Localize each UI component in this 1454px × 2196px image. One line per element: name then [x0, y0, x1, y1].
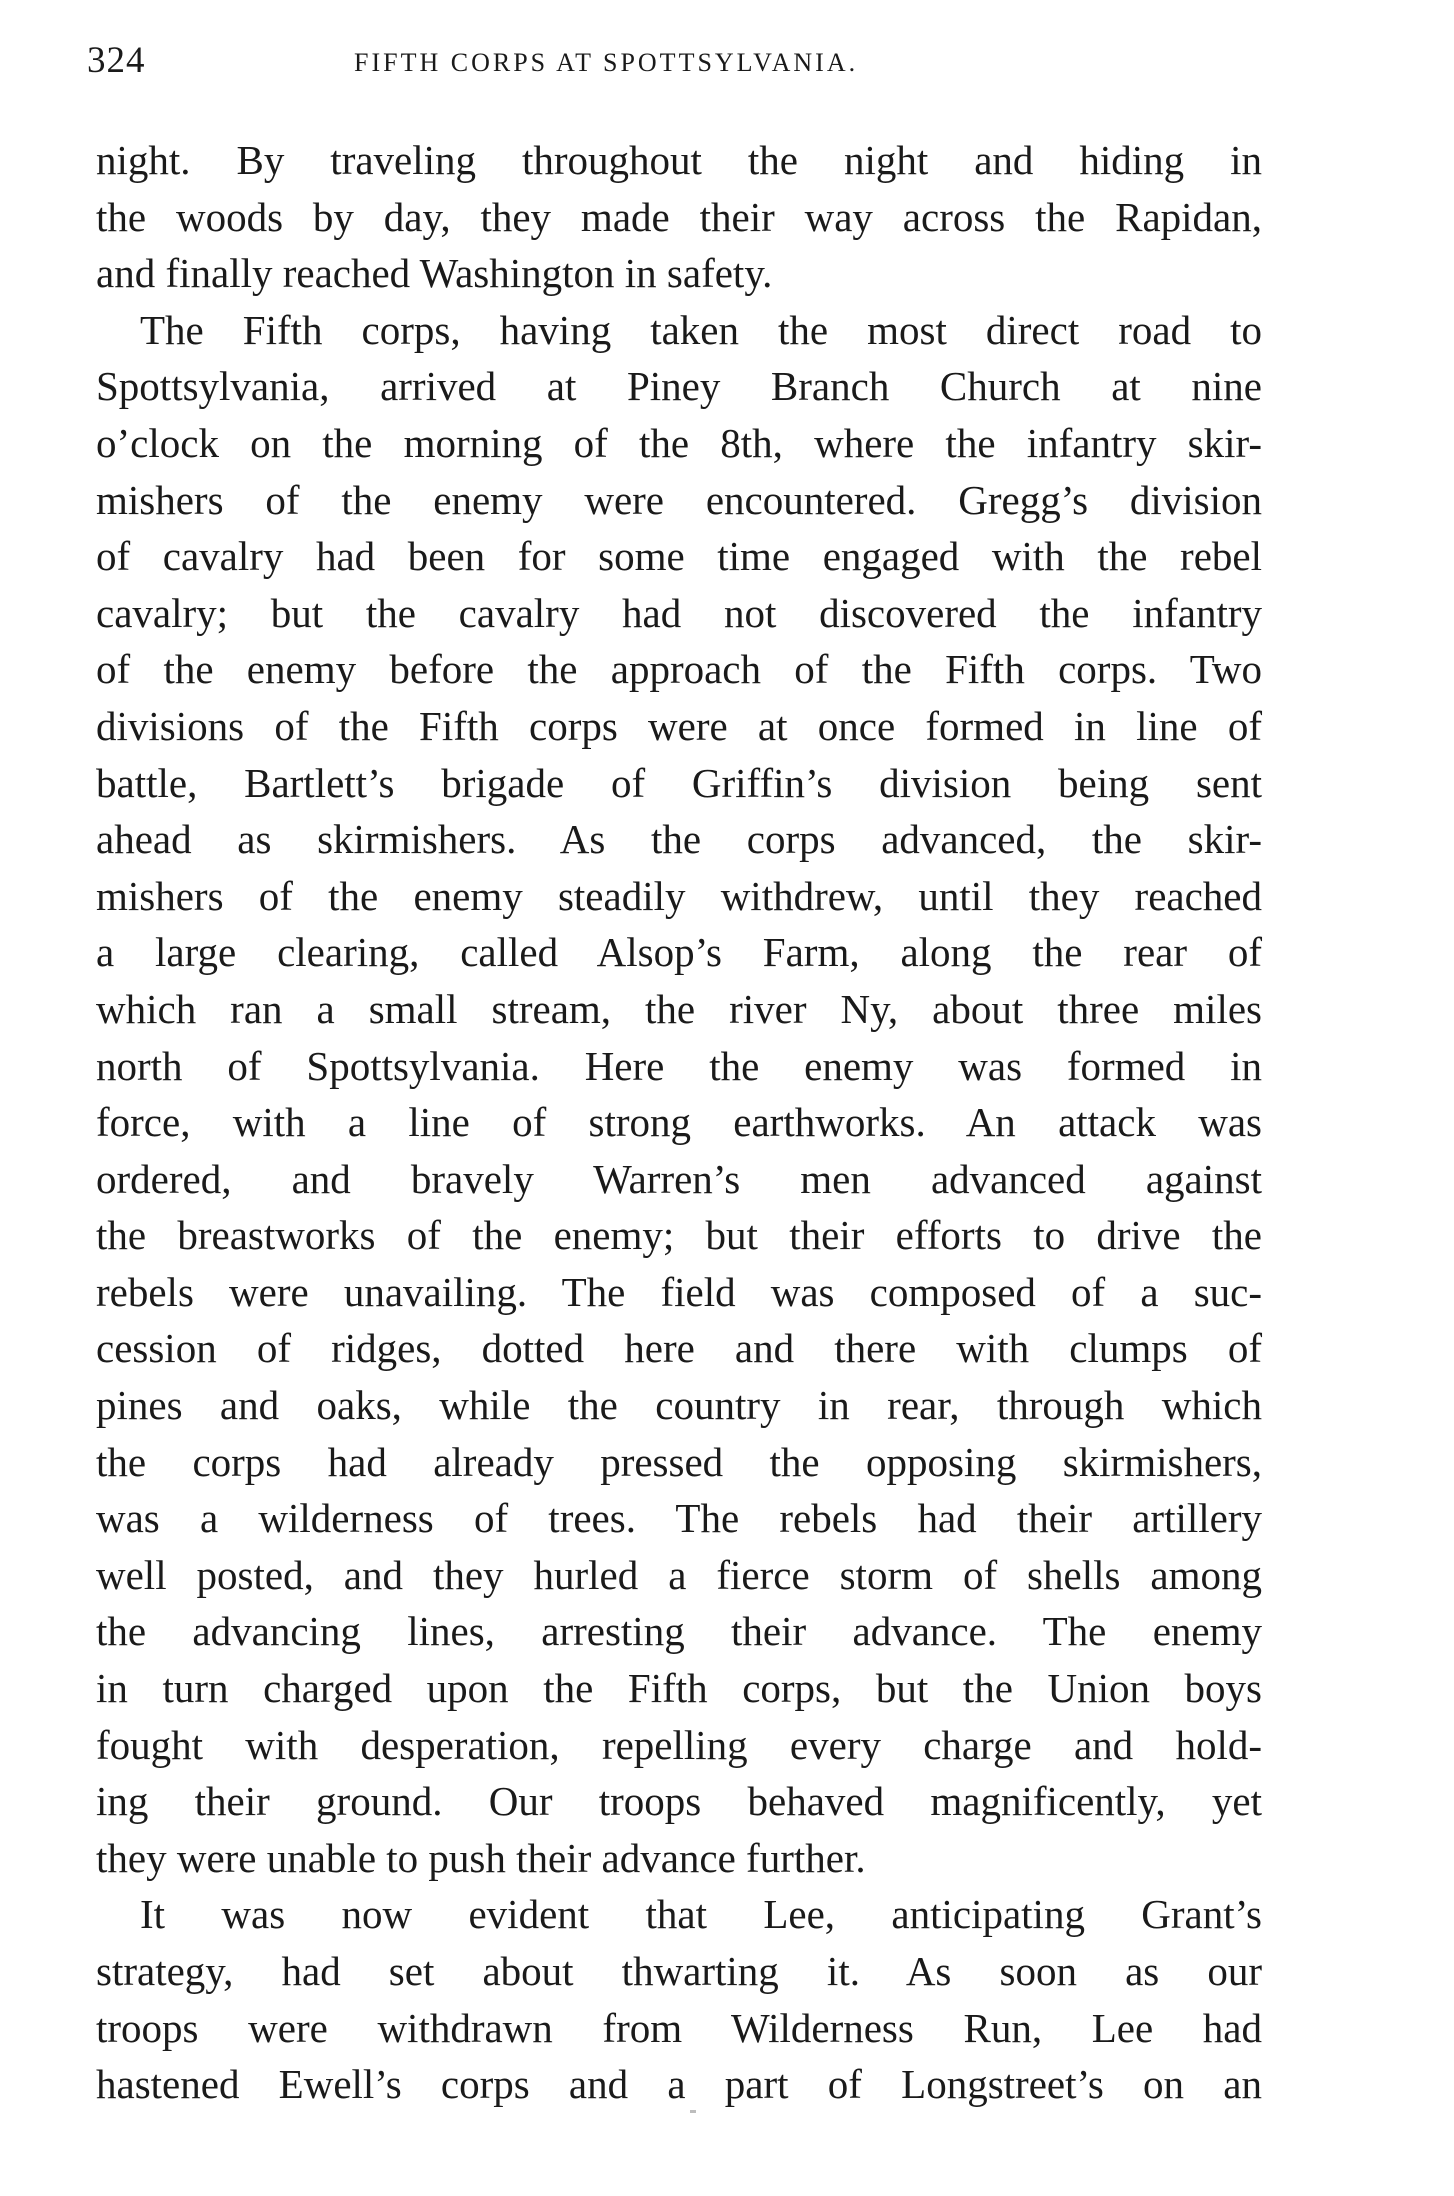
text-line: north of Spottsylvania. Here the enemy was formed in	[96, 1042, 1262, 1089]
text-line: mishers of the enemy steadily withdrew, until they reached	[96, 872, 1262, 919]
text-line: mishers of the enemy were encountered. Gregg’s division	[96, 476, 1262, 523]
text-line: in turn charged upon the Fifth corps, but the Union boys	[96, 1665, 1262, 1712]
text-line: cavalry; but the cavalry had not discovered the infantry	[96, 589, 1262, 636]
text-line: ahead as skirmishers. As the corps advanced, the skir-	[96, 816, 1262, 863]
text-line: of the enemy before the approach of the Fifth corps. Two	[96, 646, 1262, 693]
text-line: The Fifth corps, having taken the most direct road to	[140, 306, 1262, 353]
text-line: they were unable to push their advance further.	[96, 1834, 866, 1881]
text-line: which ran a small stream, the river Ny, about three miles	[96, 985, 1262, 1032]
text-line: o’clock on the morning of the 8th, where the infantry skir-	[96, 419, 1262, 466]
text-line: rebels were unavailing. The field was composed of a suc-	[96, 1268, 1262, 1315]
text-line: of cavalry had been for some time engaged with the rebel	[96, 533, 1262, 580]
body-text	[96, 132, 1262, 2113]
text-line: hastened Ewell’s corps and a part of Longstreet’s on an	[96, 2061, 1262, 2108]
paragraph-3	[96, 1886, 1262, 2112]
page-number: 324	[87, 40, 146, 81]
text-line: a large clearing, called Alsop’s Farm, along the rear of	[96, 929, 1262, 976]
text-line: ordered, and bravely Warren’s men advanced against	[96, 1155, 1262, 1202]
text-line: night. By traveling throughout the night and hiding in	[96, 137, 1262, 183]
text-line: It was now evident that Lee, anticipating Grant’s	[140, 1891, 1262, 1938]
text-line: the woods by day, they made their way across the Rapidan,	[96, 193, 1262, 240]
text-line: troops were withdrawn from Wilderness Run, Lee had	[96, 2004, 1262, 2051]
text-line: well posted, and they hurled a fierce storm of shells among	[96, 1551, 1262, 1598]
paragraph-1	[96, 132, 1262, 302]
text-line: strategy, had set about thwarting it. As soon as our	[96, 1948, 1262, 1994]
text-line: the breastworks of the enemy; but their efforts to drive the	[96, 1212, 1262, 1259]
text-line: pines and oaks, while the country in rear, through which	[96, 1382, 1262, 1429]
running-head: FIFTH CORPS AT SPOTTSYLVANIA.	[354, 48, 859, 77]
footer-mark	[690, 2110, 696, 2113]
text-line: battle, Bartlett’s brigade of Griffin’s division being sent	[96, 759, 1262, 806]
text-line: force, with a line of strong earthworks. An attack was	[96, 1099, 1262, 1146]
text-line: the advancing lines, arresting their advance. The enemy	[96, 1608, 1262, 1655]
text-line: cession of ridges, dotted here and there with clumps of	[96, 1325, 1262, 1372]
text-line: fought with desperation, repelling every charge and hold-	[96, 1721, 1262, 1768]
text-line: was a wilderness of trees. The rebels had their artillery	[96, 1495, 1262, 1542]
text-line: divisions of the Fifth corps were at once formed in line of	[96, 702, 1262, 749]
text-line: the corps had already pressed the opposing skirmishers,	[96, 1438, 1262, 1485]
text-line: and finally reached Washington in safety.	[96, 250, 773, 297]
text-line: Spottsylvania, arrived at Piney Branch Church at nine	[96, 363, 1262, 410]
text-line: ing their ground. Our troops behaved magnificently, yet	[96, 1778, 1262, 1825]
paragraph-2	[96, 302, 1262, 1887]
